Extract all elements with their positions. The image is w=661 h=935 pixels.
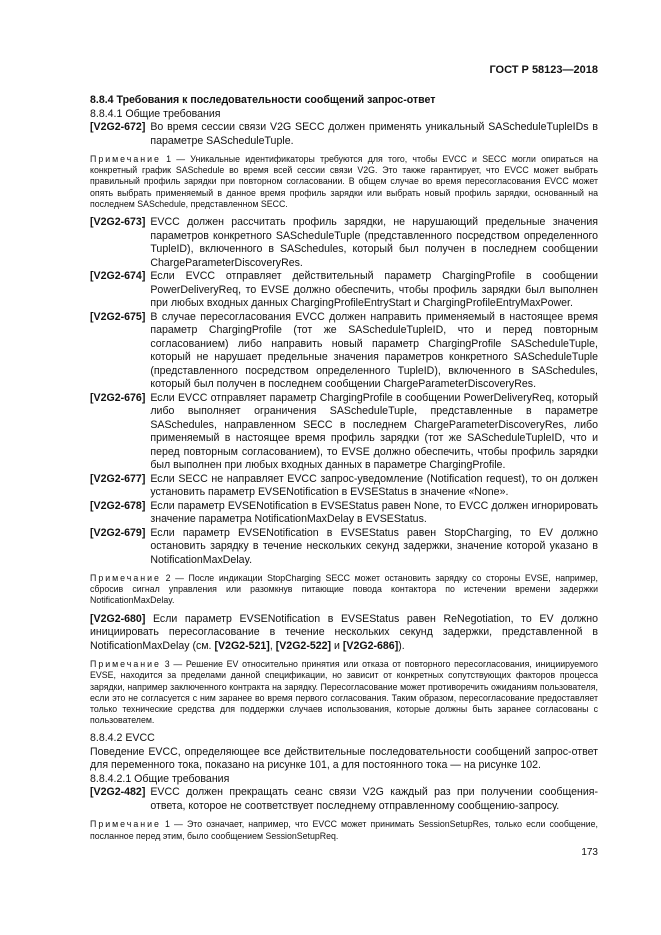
note-4 — [90, 819, 598, 841]
note-3 — [90, 659, 598, 726]
requirement-text: EVCC должен рассчитать профиль зарядки, не нарушающий предельные значения параметров конкретного SAScheduleTuple (представленного посредством определенного TupleID), включенного в SASchedules, который был получен в последнем сообщении ChargeParameterDiscoveryRes. — [150, 216, 598, 269]
requirement-text: Если параметр EVSENotification в EVSEStatus равен StopCharging, то EV должно остановить зарядку в течение нескольких секунд задержки, значение которой указано в NotificationMaxDelay. — [150, 526, 598, 566]
requirement-text: В случае пересогласования EVCC должен направить применяемый в настоящее время параметр ChargingProfile (тот же SAScheduleTupleID, что и перед повторным согласованием) либо направить новый параметр ChargingProfile SAScheduleTuple, который не нарушает предельные значения параметров конкретного SAScheduleTuple (представленного посредством определенного TupleID), включенного в SASchedules, который был получен в последнем сообщении ChargeParameterDiscoveryRes. — [150, 310, 598, 391]
requirement-reference: [V2G2-522] — [275, 639, 332, 652]
note-label: Примечание — [90, 154, 161, 164]
requirement-676 — [90, 392, 598, 473]
note-text: 1 — Это означает, например, что EVCC может принимать SessionSetupRes, только если сообщение, посланное перед этим, было сообщением SessionSetupReq. — [90, 819, 598, 841]
note-label: Примечание — [90, 573, 161, 584]
requirement-678 — [90, 500, 598, 527]
requirement-text: EVCC должен прекращать сеанс связи V2G каждый раз при получении сообщения-ответа, которое не соответствует последнему отправленному сообщению-запросу. — [150, 786, 598, 812]
requirement-tag: [V2G2-675] — [90, 310, 146, 323]
requirement-text: Во время сессии связи V2G SECC должен применять уникальный SAScheduleTupleIDs в параметре SAScheduleTuple. — [150, 121, 598, 147]
requirement-text: Если EVCC отправляет действительный параметр ChargingProfile в сообщении PowerDeliveryReq, то EVSE должно обеспечить, чтобы профиль зарядки был выполнен при любых входных данных ChargingProfileEntryStart и ChargingProfileEntryMaxPower. — [150, 270, 598, 310]
paragraph: Поведение EVCC, определяющее все действительные последовательности сообщений запрос-ответ для переменного тока, показано на рисунке 101, а для постоянного тока — на рисунке 102. — [90, 745, 598, 772]
reference-end: ). — [398, 639, 405, 652]
requirement-text: Если параметр EVSENotification в EVSEStatus равен None, то EVCC должен игнорировать значение параметра NotificationMaxDelay в EVSEStatus. — [150, 499, 598, 526]
requirement-tag: [V2G2-676] — [90, 391, 146, 404]
requirement-679 — [90, 527, 598, 568]
requirement-680 — [90, 613, 598, 654]
requirement-tag: [V2G2-673] — [90, 216, 146, 229]
page-number: 173 — [581, 847, 598, 858]
requirement-tag: [V2G2-482] — [90, 786, 146, 799]
note-1 — [90, 154, 598, 210]
requirement-reference: [V2G2-686] — [342, 639, 399, 652]
reference-separator: , — [269, 639, 276, 652]
note-label: Примечание — [90, 819, 161, 830]
reference-separator: и — [331, 639, 343, 652]
requirement-673 — [90, 216, 598, 270]
requirement-tag: [V2G2-680] — [90, 612, 146, 625]
section-title: 8.8.4 Требования к последовательности сообщений запрос-ответ — [90, 94, 436, 106]
requirement-675 — [90, 311, 598, 392]
requirement-674 — [90, 270, 598, 311]
requirement-tag: [V2G2-678] — [90, 499, 146, 512]
requirement-672 — [90, 121, 598, 148]
requirement-tag: [V2G2-672] — [90, 121, 146, 133]
requirement-reference: [V2G2-521] — [214, 639, 270, 652]
requirement-tag: [V2G2-679] — [90, 526, 146, 539]
note-text: 1 — Уникальные идентификаторы требуются для того, чтобы EVCC и SECC могли опираться на конкретный график SASchedule во время всей сессии связи V2G. Это также гарантирует, что EVCC может выбрать правильный профиль зарядки при повторном согласовании. В общем случае во время пересогласования EVCC может опять выбрать применяемый в данное время профиль зарядки или выбрать новый профиль зарядки, основанный на последнем SASchedule, представленном SECC. — [90, 154, 598, 209]
requirement-text: Если SECC не направляет EVCC запрос-уведомление (Notification request), то он должен установить параметр EVSENotification в EVSEStatus в значение «None». — [150, 472, 598, 499]
requirements-list — [90, 216, 598, 567]
requirement-text: Если EVCC отправляет параметр ChargingProfile в сообщении PowerDeliveryReq, который либо выполняет ограничения SAScheduleTuple, представленные в параметре SASchedules, направленном SECC в последнем ChargeParameterDiscoveryRes, либо применяемый в настоящее время профиль зарядки (тот же SAScheduleTupleID, что и перед повторным согласованием), то EVSE должно обеспечить, чтобы профиль зарядки был выполнен при любых входных данных в параметре ChargingProfile. — [150, 391, 598, 472]
page-content — [90, 94, 598, 848]
note-text: 3 — Решение EV относительно принятия или отказа от повторного пересогласования, инициируемого EVSE, находится за пределами данной спецификации, но зависит от конкретных сопутствующих факторов процесса зарядки, например заключенного контракта на зарядку. Пересогласование может противоречить ожиданиям пользователя, если это не согласуется с ним заранее во время первого согласования. Таким образом, пересогласование предоставляет только технические средства для поддержки случаев использования, которые должны быть заранее согласованы с пользователем. — [90, 659, 598, 726]
subsection-title: 8.8.4.2 EVCC — [90, 732, 155, 745]
note-label: Примечание — [90, 659, 161, 670]
note-text: 2 — После индикации StopCharging SECC может остановить зарядку со стороны EVSE, например, сбросив сигнал управления или разомкнув питающие повода контактора по истечении времени задержки NotificationMaxDelay. — [90, 573, 598, 606]
subsection-title: 8.8.4.2.1 Общие требования — [90, 772, 230, 785]
requirement-tag: [V2G2-674] — [90, 270, 146, 283]
note-2 — [90, 573, 598, 607]
subsection-title: 8.8.4.1 Общие требования — [90, 107, 221, 120]
requirement-677 — [90, 473, 598, 500]
requirement-text: Если параметр EVSENotification в EVSEStatus равен ReNegotiation, то EV должно инициировать пересогласование в течение нескольких секунд задержки, представленной в NotificationMaxDelay (см. — [90, 612, 598, 652]
requirement-tag: [V2G2-677] — [90, 472, 146, 485]
standard-header: ГОСТ Р 58123—2018 — [489, 64, 598, 76]
requirement-482 — [90, 786, 598, 813]
